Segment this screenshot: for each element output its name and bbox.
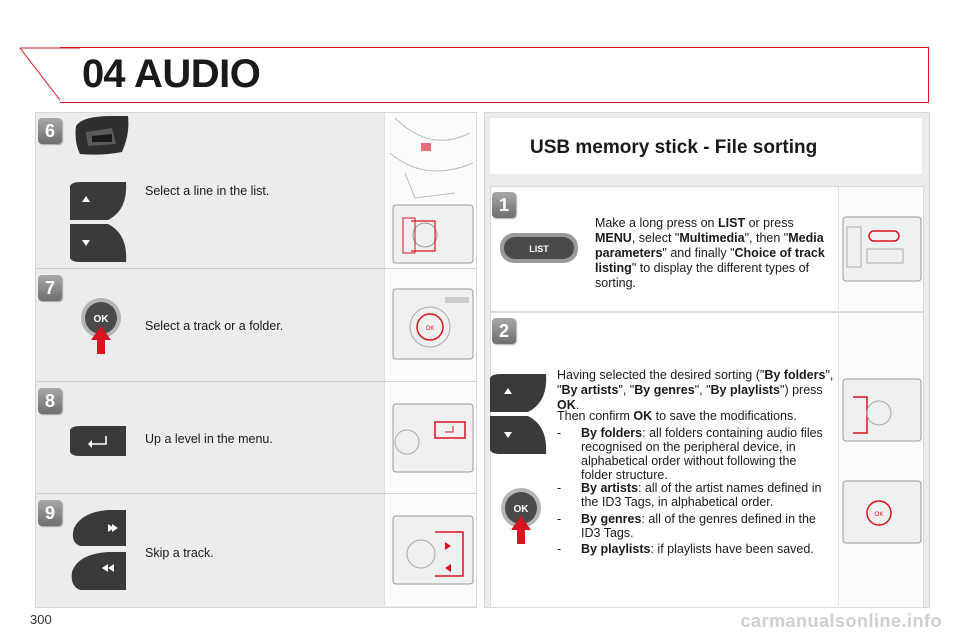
- scroll-up-down-buttons-icon[interactable]: [68, 180, 130, 264]
- text-run: " to display the different types of sorting.: [595, 261, 810, 290]
- text-run: to save the modifications.: [652, 409, 797, 423]
- list-desc: : if playlists have been saved.: [650, 542, 814, 556]
- text-run: Make a long press on: [595, 216, 718, 230]
- text-run-bold: MENU: [595, 231, 632, 245]
- step-text: Select a track or a folder.: [145, 319, 284, 333]
- chapter-number: 04: [82, 52, 125, 96]
- list-dash: -: [557, 512, 562, 526]
- sorting-option-folders: [557, 426, 837, 486]
- step2-instructions: [557, 368, 837, 413]
- list-dash: -: [557, 542, 562, 556]
- text-run: ", then ": [744, 231, 789, 245]
- list-term: By genres: [581, 512, 642, 526]
- step-illustration: [838, 313, 923, 605]
- text-run-bold: Multimedia: [679, 231, 745, 245]
- ok-button-icon[interactable]: [78, 296, 124, 358]
- step-number-badge: 8: [38, 388, 62, 414]
- text-run-bold: By genres: [634, 383, 695, 397]
- text-run: or press: [745, 216, 794, 230]
- step-text: Up a level in the menu.: [145, 432, 273, 446]
- text-run-bold: Media parameters: [595, 231, 824, 260]
- step-number-badge: 1: [492, 192, 516, 218]
- step-number-badge: 6: [38, 118, 62, 144]
- section-title: USB memory stick - File sorting: [530, 137, 818, 158]
- step-illustration: [384, 113, 476, 268]
- step-illustration: [384, 269, 476, 381]
- step-text: Skip a track.: [145, 546, 214, 560]
- ok-button-label: OK: [513, 504, 529, 515]
- text-run: Having selected the desired sorting (": [557, 368, 765, 382]
- svg-text:OK: OK: [425, 326, 435, 332]
- text-run-bold: By playlists: [710, 383, 781, 397]
- text-run-bold: OK: [633, 409, 653, 423]
- list-term: By playlists: [581, 542, 651, 556]
- list-button-icon[interactable]: [498, 231, 580, 265]
- back-button-icon[interactable]: [68, 424, 130, 458]
- list-desc: : all folders containing audio files recognised on the peripheral device, in alphabetical order without following the folder structure.: [581, 426, 823, 482]
- watermark: carmanualsonline.info: [740, 611, 942, 631]
- text-run: ", ": [618, 383, 635, 397]
- text-run: .: [575, 398, 580, 412]
- list-desc: : all of the artist names defined in the ID3 Tags, in alphabetical order.: [581, 481, 822, 509]
- text-run-bold: OK: [557, 398, 576, 412]
- text-run: ") press: [780, 383, 823, 397]
- list-term: By artists: [581, 481, 638, 495]
- svg-text:OK: OK: [874, 512, 884, 518]
- list-dash: -: [557, 426, 562, 440]
- step-number-badge: 7: [38, 275, 62, 301]
- text-run: Then confirm: [557, 409, 634, 423]
- list-item-body: [581, 512, 831, 540]
- text-run-bold: Choice of track listing: [595, 246, 825, 275]
- text-run: ", ": [557, 368, 834, 397]
- list-item-body: [581, 426, 831, 482]
- step-illustration: [384, 494, 476, 606]
- page-number: 300: [30, 612, 52, 627]
- step2-confirm: [557, 409, 837, 424]
- text-run-bold: By artists: [561, 383, 619, 397]
- steering-wheel-control-icon: [72, 114, 132, 158]
- list-desc: : all of the genres defined in the ID3 Tags.: [581, 512, 816, 540]
- step-illustration: [384, 382, 476, 493]
- text-run: , select ": [631, 231, 680, 245]
- text-run: ", ": [694, 383, 711, 397]
- text-run: " and finally ": [662, 246, 735, 260]
- sorting-option-playlists: [557, 542, 837, 558]
- step1-instructions: [595, 216, 831, 291]
- text-run-bold: LIST: [718, 216, 746, 230]
- step-number-badge: 9: [38, 500, 62, 526]
- scroll-up-down-buttons-icon[interactable]: [488, 372, 550, 456]
- step-illustration: [838, 187, 923, 309]
- ok-button-icon[interactable]: [498, 486, 544, 548]
- list-dash: -: [557, 481, 562, 495]
- list-button-label: LIST: [529, 244, 549, 254]
- page-title: AUDIO: [134, 52, 261, 96]
- sorting-option-genres: [557, 512, 837, 542]
- step-number-badge: 2: [492, 318, 516, 344]
- list-term: By folders: [581, 426, 643, 440]
- skip-track-buttons-icon[interactable]: [68, 506, 130, 594]
- ok-button-label: OK: [93, 314, 109, 325]
- step-text: Select a line in the list.: [145, 184, 270, 198]
- list-item-body: [581, 542, 831, 556]
- list-item-body: [581, 481, 831, 509]
- sorting-option-artists: [557, 481, 837, 511]
- text-run-bold: By folders: [764, 368, 826, 382]
